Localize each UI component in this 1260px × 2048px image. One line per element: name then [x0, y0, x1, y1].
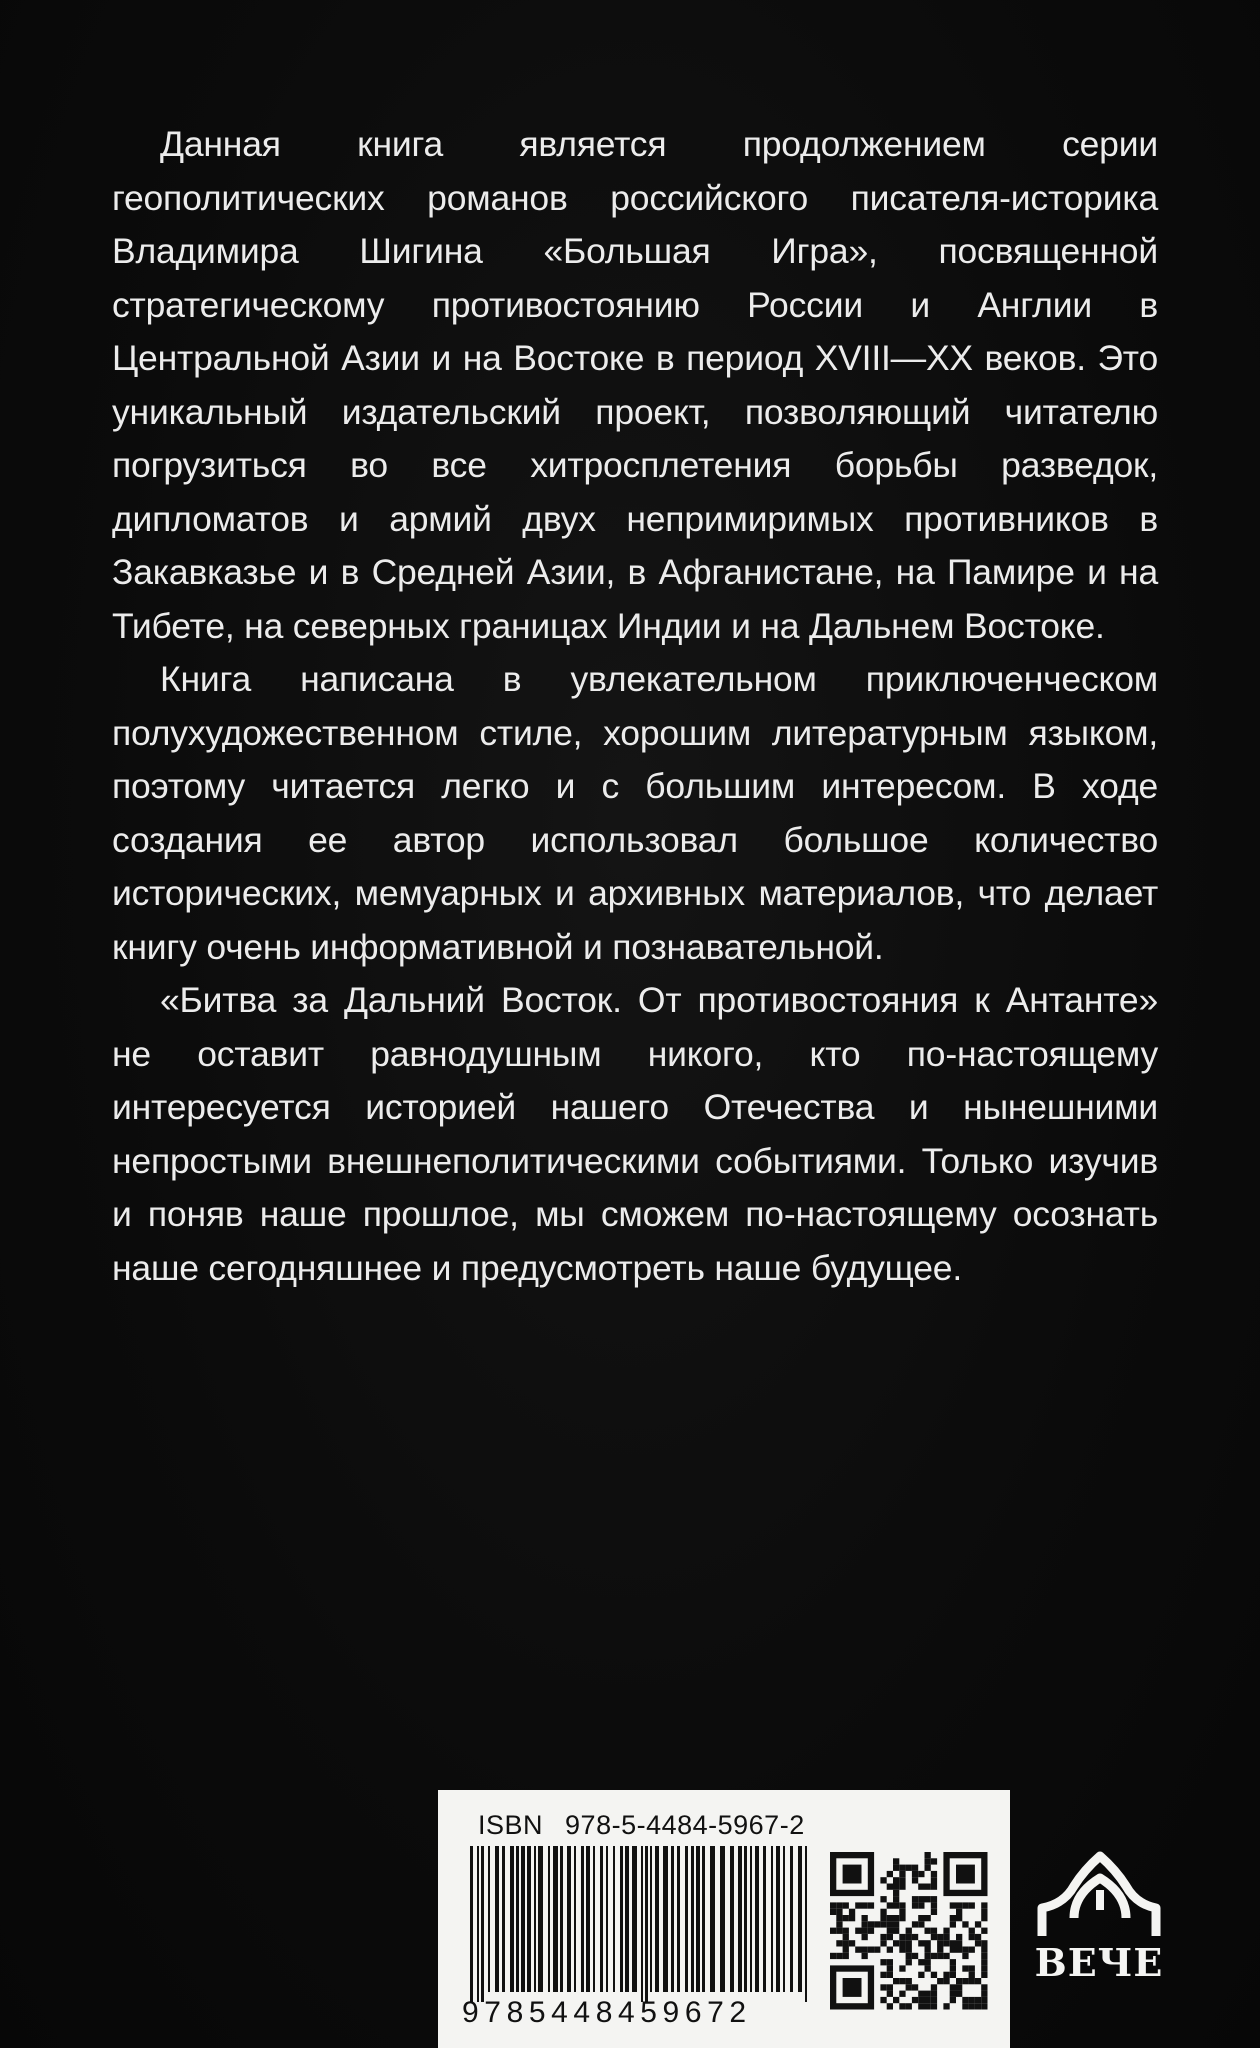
qr-module: [887, 1921, 893, 1927]
qr-module: [981, 1947, 987, 1953]
qr-module: [843, 1928, 849, 1934]
qr-module: [956, 1984, 962, 1990]
qr-module: [931, 1858, 937, 1864]
qr-module: [893, 1915, 899, 1921]
qr-module: [969, 2003, 975, 2009]
qr-module: [969, 1972, 975, 1978]
qr-module: [868, 1928, 874, 1934]
qr-module: [975, 1997, 981, 2003]
qr-module: [899, 1884, 905, 1890]
qr-module: [880, 1909, 886, 1915]
qr-module: [862, 1928, 868, 1934]
qr-module: [880, 1972, 886, 1978]
barcode-bar: [645, 1846, 648, 2002]
qr-module: [937, 1940, 943, 1946]
qr-module: [893, 1884, 899, 1890]
qr-module: [975, 1934, 981, 1940]
barcode-bar: [763, 1846, 766, 1992]
qr-module: [950, 1959, 956, 1965]
qr-module: [887, 1965, 893, 1971]
qr-module: [925, 1947, 931, 1953]
barcode-bar: [750, 1846, 752, 1992]
qr-module: [931, 1896, 937, 1902]
publisher-name: ВЕЧЕ: [1034, 1940, 1164, 1985]
qr-module: [912, 1997, 918, 2003]
qr-module: [918, 1959, 924, 1965]
qr-module: [925, 1858, 931, 1864]
qr-module: [912, 1921, 918, 1927]
qr-module: [836, 1928, 842, 1934]
annotation-paragraph-2: Книга написана в увлекательном приключенческом полухудожественном стиле, хорошим литературным языком, поэтому читается легко и с большим интересом. В ходе создания ее автор использовал большое количество исторических, мемуарных и архивных материалов, что делает книгу очень информативной и познавательной.: [112, 659, 1158, 967]
qr-module: [925, 1852, 931, 1858]
qr-module: [830, 1902, 836, 1908]
qr-module: [830, 1928, 836, 1934]
qr-module: [943, 1940, 949, 1946]
qr-module: [836, 1915, 842, 1921]
qr-module: [830, 1953, 836, 1959]
barcode-bar: [516, 1846, 519, 1992]
barcode-bar: [671, 1846, 674, 1992]
qr-module: [918, 2003, 924, 2009]
qr-module: [849, 1915, 855, 1921]
barcode-bar: [521, 1846, 525, 1992]
qr-module: [843, 1915, 849, 1921]
qr-module: [925, 1959, 931, 1965]
barcode-bar: [790, 1846, 793, 1992]
qr-module: [962, 1947, 968, 1953]
qr-module: [893, 1858, 899, 1864]
qr-module: [943, 1953, 949, 1959]
qr-module: [925, 1965, 931, 1971]
qr-module: [887, 1984, 893, 1990]
qr-module: [975, 2003, 981, 2009]
qr-module: [912, 1984, 918, 1990]
qr-module: [887, 1871, 893, 1877]
barcode-bar: [798, 1846, 802, 1992]
qr-module: [931, 2003, 937, 2009]
qr-module: [918, 1921, 924, 1927]
barcode-bar: [744, 1846, 747, 1992]
qr-module: [969, 1947, 975, 1953]
qr-module: [849, 1940, 855, 1946]
qr-module: [943, 1978, 949, 1984]
qr-module: [887, 1902, 893, 1908]
qr-module: [855, 1902, 861, 1908]
qr-module: [893, 1902, 899, 1908]
qr-module: [925, 1884, 931, 1890]
qr-module: [969, 1965, 975, 1971]
barcode-bar: [548, 1846, 550, 1992]
qr-module: [937, 1934, 943, 1940]
barcode-bar: [755, 1846, 759, 1992]
barcode-bar: [477, 1846, 479, 2002]
qr-module: [912, 1934, 918, 1940]
qr-module: [887, 1947, 893, 1953]
qr-module: [843, 1947, 849, 1953]
qr-module: [943, 1934, 949, 1940]
qr-module: [956, 1909, 962, 1915]
qr-module: [981, 1940, 987, 1946]
qr-module: [981, 1984, 987, 1990]
qr-module: [931, 1871, 937, 1877]
qr-module: [956, 1940, 962, 1946]
barcode-bar: [677, 1846, 680, 1992]
qr-module: [880, 1915, 886, 1921]
qr-module: [849, 1909, 855, 1915]
qr-module: [918, 1902, 924, 1908]
qr-module: [981, 1991, 987, 1997]
qr-module: [912, 1953, 918, 1959]
qr-module: [899, 1965, 905, 1971]
qr-module: [981, 1909, 987, 1915]
barcode-bar: [702, 1846, 705, 1992]
qr-module: [855, 1928, 861, 1934]
qr-module: [956, 1915, 962, 1921]
qr-module: [931, 1953, 937, 1959]
qr-module: [912, 1871, 918, 1877]
qr-module: [950, 1965, 956, 1971]
barcode-digits: 9785448459672: [462, 1996, 752, 2029]
barcode-bar: [738, 1846, 742, 1992]
qr-module: [893, 1896, 899, 1902]
qr-module: [899, 1978, 905, 1984]
qr-module: [880, 1959, 886, 1965]
qr-module: [943, 1972, 949, 1978]
barcode-bar: [567, 1846, 571, 1992]
qr-module: [887, 1915, 893, 1921]
qr-module: [918, 1915, 924, 1921]
qr-module: [925, 1915, 931, 1921]
barcode-bar: [691, 1846, 694, 1992]
qr-module: [880, 1934, 886, 1940]
qr-module: [925, 1953, 931, 1959]
barcode-bar: [527, 1846, 531, 1992]
qr-module: [950, 1947, 956, 1953]
barcode-bar: [805, 1846, 807, 2002]
qr-module: [981, 1902, 987, 1908]
qr-module: [862, 1921, 868, 1927]
qr-module: [931, 1984, 937, 1990]
qr-module: [943, 2003, 949, 2009]
qr-module: [893, 1877, 899, 1883]
qr-module: [937, 1953, 943, 1959]
qr-module: [899, 1947, 905, 1953]
barcode-bar: [481, 1846, 484, 2002]
barcode-bar: [776, 1846, 780, 1992]
qr-module: [880, 1984, 886, 1990]
isbn-prefix: ISBN: [478, 1810, 544, 1840]
qr-module: [887, 1928, 893, 1934]
qr-module: [887, 1884, 893, 1890]
qr-module: [943, 1928, 949, 1934]
qr-module: [899, 1877, 905, 1883]
qr-module: [906, 1928, 912, 1934]
qr-module: [962, 2003, 968, 2009]
qr-module: [918, 1884, 924, 1890]
qr-module: [962, 1997, 968, 2003]
barcode-bar: [613, 1846, 615, 1992]
qr-module: [868, 1902, 874, 1908]
qr-module: [830, 1909, 836, 1915]
qr-module: [899, 1915, 905, 1921]
qr-module: [862, 1947, 868, 1953]
barcode-bar: [538, 1846, 543, 1992]
qr-module: [855, 1947, 861, 1953]
qr-module: [880, 1997, 886, 2003]
qr-module: [969, 1978, 975, 1984]
qr-module: [893, 1865, 899, 1871]
qr-module: [975, 1978, 981, 1984]
qr-module: [931, 1928, 937, 1934]
qr-module: [893, 1940, 899, 1946]
barcode-bar: [641, 1846, 643, 2002]
qr-module: [956, 1991, 962, 1997]
qr-module: [843, 1940, 849, 1946]
qr-module: [874, 1947, 880, 1953]
qr-module: [918, 1940, 924, 1946]
barcode-bar: [771, 1846, 773, 1992]
qr-module: [899, 1865, 905, 1871]
qr-module: [836, 1909, 842, 1915]
qr-module: [893, 1928, 899, 1934]
qr-module: [899, 1991, 905, 1997]
barcode-bar: [510, 1846, 514, 1992]
qr-module: [862, 1915, 868, 1921]
qr-module: [962, 1965, 968, 1971]
qr-module: [899, 1934, 905, 1940]
qr-module: [893, 1921, 899, 1927]
qr-module: [887, 2003, 893, 2009]
qr-module: [931, 1909, 937, 1915]
book-annotation: [112, 118, 1158, 1295]
qr-module: [906, 1984, 912, 1990]
qr-module: [981, 1953, 987, 1959]
qr-module: [899, 1909, 905, 1915]
barcode-sticker: [438, 1790, 1010, 2048]
barcode-bar: [720, 1846, 725, 1992]
qr-module: [925, 1940, 931, 1946]
qr-module: [981, 1928, 987, 1934]
qr-module: [836, 1953, 842, 1959]
qr-module: [950, 1902, 956, 1908]
barcode-bar: [534, 1846, 536, 1992]
qr-module: [931, 1877, 937, 1883]
qr-module: [862, 1953, 868, 1959]
barcode-bar: [696, 1846, 700, 1992]
qr-module: [925, 1865, 931, 1871]
qr-module: [981, 1965, 987, 1971]
qr-module: [931, 1884, 937, 1890]
qr-module: [880, 1877, 886, 1883]
qr-module: [912, 1865, 918, 1871]
qr-module: [874, 1921, 880, 1927]
barcode-bar: [650, 1846, 652, 1992]
qr-module: [862, 1902, 868, 1908]
qr-module: [887, 1972, 893, 1978]
qr-module: [880, 1940, 886, 1946]
qr-module: [950, 1915, 956, 1921]
qr-module: [937, 1947, 943, 1953]
qr-module: [950, 1984, 956, 1990]
barcode-bar: [470, 1846, 473, 2002]
qr-module: [906, 2003, 912, 2009]
qr-module: [962, 1921, 968, 1927]
qr-module: [925, 1991, 931, 1997]
qr-module: [981, 1959, 987, 1965]
barcode-bar: [625, 1846, 629, 1992]
qr-module: [956, 1934, 962, 1940]
qr-module: [981, 2003, 987, 2009]
barcode-bar: [502, 1846, 505, 1992]
qr-module: [906, 1940, 912, 1946]
isbn-label: [478, 1810, 805, 1841]
qr-module: [950, 1972, 956, 1978]
qr-module: [912, 1896, 918, 1902]
qr-module: [899, 2003, 905, 2009]
barcode-bar: [632, 1846, 637, 1992]
qr-module: [981, 1972, 987, 1978]
barcode-bar: [730, 1846, 734, 1992]
qr-module: [906, 1978, 912, 1984]
barcode-bar: [655, 1846, 659, 1992]
barcode-bar: [581, 1846, 584, 1992]
barcode-bar: [560, 1846, 563, 1992]
qr-module: [906, 1947, 912, 1953]
qr-module: [969, 1928, 975, 1934]
qr-module: [931, 1997, 937, 2003]
qr-module: [906, 1953, 912, 1959]
barcode-bar: [574, 1846, 576, 1992]
qr-module: [887, 1959, 893, 1965]
qr-module: [906, 1959, 912, 1965]
qr-module: [925, 2003, 931, 2009]
qr-module: [893, 1890, 899, 1896]
barcode-bar: [495, 1846, 499, 1992]
qr-module: [950, 1997, 956, 2003]
qr-module: [937, 1978, 943, 1984]
qr-module: [893, 1997, 899, 2003]
qr-module: [931, 1991, 937, 1997]
qr-module: [868, 1947, 874, 1953]
qr-module: [956, 1947, 962, 1953]
barcode-bar: [685, 1846, 688, 1992]
qr-finder-core: [843, 1865, 862, 1884]
qr-module: [975, 1921, 981, 1927]
qr-module: [950, 1991, 956, 1997]
barcode-bar: [663, 1846, 668, 1992]
qr-module: [950, 1921, 956, 1927]
barcode-icon: [466, 1846, 816, 2002]
qr-module: [899, 1940, 905, 1946]
barcode-bar: [606, 1846, 608, 1992]
qr-module: [899, 1871, 905, 1877]
qr-module: [843, 1953, 849, 1959]
qr-module: [969, 1997, 975, 2003]
qr-module: [918, 1896, 924, 1902]
qr-module: [931, 1902, 937, 1908]
qr-module: [912, 1877, 918, 1883]
qr-module: [843, 1934, 849, 1940]
qr-finder-core: [843, 1978, 862, 1997]
qr-module: [969, 1934, 975, 1940]
qr-module: [899, 1902, 905, 1908]
qr-module: [931, 1934, 937, 1940]
qr-module: [887, 1991, 893, 1997]
qr-module: [836, 1940, 842, 1946]
qr-module: [981, 1997, 987, 2003]
qr-module: [969, 1902, 975, 1908]
qr-module: [918, 1991, 924, 1997]
qr-module: [880, 1921, 886, 1927]
qr-module: [868, 1921, 874, 1927]
qr-module: [956, 1978, 962, 1984]
qr-module: [906, 1934, 912, 1940]
barcode-bar: [553, 1846, 558, 1992]
qr-finder-core: [956, 1865, 975, 1884]
qr-module: [962, 1953, 968, 1959]
qr-module: [918, 1871, 924, 1877]
barcode-bar: [488, 1846, 490, 1992]
annotation-paragraph-1: Данная книга является продолжением серии геополитических романов российского писателя-историка Владимира Шигина «Большая Игра», посвященной стратегическому противостоянию России и Англии в Центральной Азии и на Востоке в период XVIII—XX веков. Это уникальный издательский проект, позволяющий читателю погрузиться во все хитросплетения борьбы разведок, дипломатов и армий двух непримиримых противников в Закавказье и в Средней Азии, в Афганистане, на Памире и на Тибете, на северных границах Индии и на Дальнем Востоке.: [112, 124, 1158, 646]
qr-module: [880, 1896, 886, 1902]
qr-module: [925, 1928, 931, 1934]
qr-module: [918, 1972, 924, 1978]
qr-module: [925, 1997, 931, 2003]
qr-module: [893, 1978, 899, 1984]
qr-module: [862, 1934, 868, 1940]
qr-module: [912, 1902, 918, 1908]
qr-module: [962, 1978, 968, 1984]
qr-module: [962, 1902, 968, 1908]
qr-module: [925, 1896, 931, 1902]
qr-module: [981, 1915, 987, 1921]
qr-module: [950, 1940, 956, 1946]
qr-module: [931, 1972, 937, 1978]
barcode-bar: [783, 1846, 785, 1992]
qr-code-icon: [830, 1852, 988, 2024]
qr-module: [836, 1921, 842, 1927]
qr-module: [843, 1902, 849, 1908]
barcode-bar: [710, 1846, 715, 1992]
barcode-bar: [593, 1846, 595, 1992]
qr-module: [975, 1940, 981, 1946]
annotation-paragraph-3: «Битва за Дальний Восток. От противостояния к Антанте» не оставит равнодушным никого, кто по-настоящему интересуется историей нашего Отечества и нынешними непростыми внешнеполитическими событиями. Только изучив и поняв наше прошлое, мы сможем по-настоящему осознать наше сегодняшнее и предусмотреть наше будущее.: [112, 980, 1158, 1288]
qr-module: [906, 1865, 912, 1871]
barcode-bar: [620, 1846, 623, 1992]
qr-module: [836, 1902, 842, 1908]
barcode-bar: [600, 1846, 603, 1992]
qr-module: [956, 1902, 962, 1908]
barcode-bar: [586, 1846, 590, 1992]
qr-module: [887, 1934, 893, 1940]
qr-module: [918, 1997, 924, 2003]
isbn-number: 978-5-4484-5967-2: [565, 1810, 805, 1840]
